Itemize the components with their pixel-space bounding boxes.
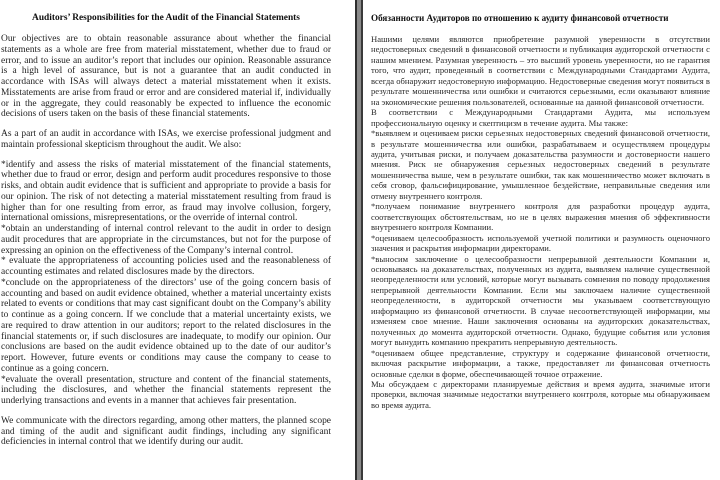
bullet-accounting-policies: * evaluate the appropriateness of accounting policies used and the reasonableness of accounting estimates and related disclosures made by the directors. xyxy=(1,256,331,277)
english-page xyxy=(0,0,355,480)
page-divider xyxy=(355,0,363,480)
russian-title: Обязанности Аудиторов по отношению к аудиту финансовой отчетности xyxy=(371,13,669,23)
russian-page xyxy=(363,0,720,480)
paragraph-professional-judgment-ru: В соответствии с Международными Стандартами Аудита, мы используем профессиональную оценку и скептицизм в течение аудита. Мы также: xyxy=(371,107,710,128)
bullet-identify-risks-ru: *выявляем и оцениваем риски серьезных недостоверных сведений финансовой отчетности, в результате мошенничества или ошибки, разрабатываем и осуществляем процедуры аудита, учитывая риски, и получаем доказательства разумности и достоверности нашего мнения. Риск не обнаружения серьезных недостоверных сведений в результате мошенничества выше, чем в результате ошибки, так как мошенничество может включать в себя сговор, фальсифицирование, умышленное бездействие, неправильные сведения или отмену внутреннего контроля. xyxy=(371,128,710,201)
bullet-overall-presentation-ru: *оцениваем общее представление, структуру и содержание финансовой отчетности, включая раскрытие информации, а также, предоставляет ли финансовая отчетность основные сделки в форме, обеспечивающей точное отражение. xyxy=(371,347,710,379)
paragraph-professional-judgment: As a part of an audit in accordance with ISAs, we exercise professional judgment and maintain professional skepticism throughout the audit. We also: xyxy=(1,129,331,150)
bullet-internal-control-ru: *получаем понимание внутреннего контроля для разработки процедур аудита, соответствующих обстоятельствам, но не в целях выражения мнения об эффективности внутреннего контроля Компании. xyxy=(371,201,710,233)
bullet-going-concern: *conclude on the appropriateness of the directors’ use of the going concern basis of accounting and based on audit evidence obtained, whether a material uncertainty exists related to events or conditions that may cast significant doubt on the Company’s ability to continue as a going concern. If we conclude that a material uncertainty exists, we are required to draw attention in our auditors; report to the related disclosures in the financial statements or, if such disclosures are inadequate, to modify our opinion. Our conclusions are based on the audit evidence obtained up to the date of our auditor’s report. However, future events or conditions may cause the company to cease to continue as a going concern. xyxy=(1,277,331,374)
paragraph-communication: We communicate with the directors regarding, among other matters, the planned scope and timing of the audit and significant audit findings, including any significant deficiencies in internal control that we identify during our audit. xyxy=(1,415,331,448)
paragraph-objectives: Our objectives are to obtain reasonable assurance about whether the financial statements as a whole are free from material misstatement, whether due to fraud or error, and to issue an auditor’s report that includes our opinion. Reasonable assurance is a high level of assurance, but is not a guarantee that an audit conducted in accordance with ISAs will always detect a material misstatement when it exists. Misstatements are arise from fraud or error and are considered material if, individually or in the aggregate, they could reasonably be expected to influence the economic decisions of users taken on the basis of these financial statements. xyxy=(1,34,331,120)
bullet-going-concern-ru: *выносим заключение о целесообразности непрерывной деятельности Компании и, основываясь на доказательствах, полученных из аудита, выявляем наличие существенной неопределенности или условий, которые могут вызывать сомнения по поводу продолжения непрерывной деятельности Компании. Если мы заключаем наличие существенной неопределенности, в аудиторской отчетности мы указываем соответствующую информацию из финансовой отчетности. В случае несоответствующей информации, мы изменяем свое мнение. Наши заключения основаны на аудиторских доказательствах, полученных до момента аудиторской отчетности. Однако, будущие события или условия могут вынудить компанию прекратить непрерывную деятельность. xyxy=(371,253,710,348)
bullet-accounting-policies-ru: *оцениваем целесообразность используемой учетной политики и разумность оценочного значения и раскрытия информации директорами. xyxy=(371,232,710,254)
bullet-internal-control: *obtain an understanding of internal control relevant to the audit in order to design audit procedures that are appropriate in the circumstances, but not for the purpose of expressing an opinion on the effectiveness of the Company’s internal control. xyxy=(1,224,331,256)
bullet-overall-presentation: *evaluate the overall presentation, structure and content of the financial statements, including the disclosures, and whether the financial statements represent the underlying transactions and events in a manner that achieves fair presentation. xyxy=(1,374,331,406)
bullet-identify-risks: *identify and assess the risks of material misstatement of the financial statements, whether due to fraud or error, design and perform audit procedures responsive to those risks, and obtain audit evidence that is sufficient and appropriate to provide a basis for our opinion. The risk of not detecting a material misstatement resulting from fraud is higher than for one resulting from error, as fraud may involve collusion, forgery, international omissions, misrepresentations, or the override of internal control. xyxy=(1,159,331,224)
paragraph-objectives-ru: Нашими целями являются приобретение разумной уверенности в отсутствии недостоверных сведений в финансовой отчетности и публикация аудиторской отчетности с нашим мнением. Разумная уверенность – это высший уровень уверенности, но не гарантия того, что аудит, проведенный в соответствии с Международными Стандартами Аудита, всегда обнаружит недостоверную информацию. Недостоверные сведения могут появиться в результате мошенничества или ошибки и считаются серьезными, если оказывают влияние на экономические решения пользователей, основанные на данной финансовой отчетности. xyxy=(371,34,710,107)
paragraph-communication-ru: Мы обсуждаем с директорами планируемые действия и время аудита, значимые итоги проверки, включая значимые недостатки внутреннего контроля, которые мы обнаруживаем во время аудита. xyxy=(371,378,710,410)
english-title: Auditors’ Responsibilities for the Audit of the Financial Statements xyxy=(32,13,300,23)
